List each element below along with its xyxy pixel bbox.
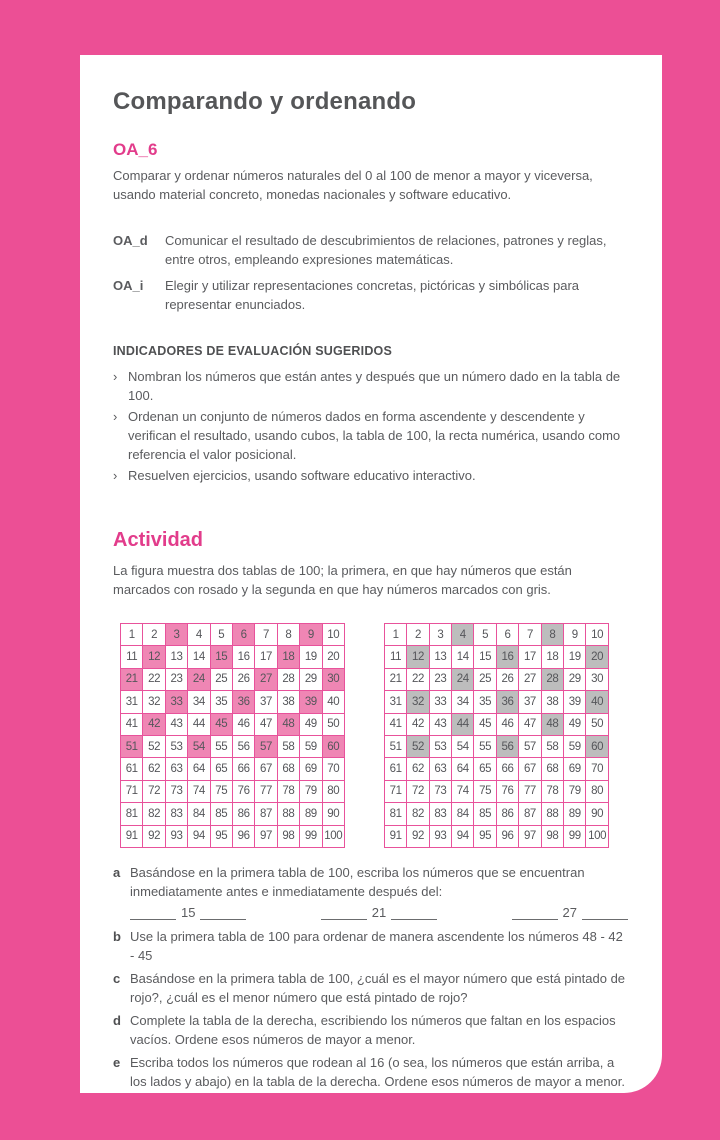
table-cell: 80 [323, 781, 345, 803]
table-cell: 84 [452, 803, 474, 825]
table-cell: 46 [233, 714, 255, 736]
table-cell: 71 [385, 781, 407, 803]
table-cell: 91 [121, 826, 143, 848]
table-cell: 88 [542, 803, 564, 825]
table-cell: 25 [474, 669, 496, 691]
table-cell: 26 [233, 669, 255, 691]
table-cell: 35 [474, 691, 496, 713]
table-cell: 86 [233, 803, 255, 825]
table-cell: 18 [278, 646, 300, 668]
table-cell: 86 [497, 803, 519, 825]
table-cell: 28 [278, 669, 300, 691]
oa6-heading: OA_6 [113, 140, 158, 159]
hundred-table-gray [384, 623, 609, 848]
table-cell: 55 [211, 736, 233, 758]
table-cell: 33 [166, 691, 188, 713]
table-cell: 50 [323, 714, 345, 736]
table-cell: 90 [323, 803, 345, 825]
table-cell: 87 [519, 803, 541, 825]
table-cell: 23 [430, 669, 452, 691]
table-cell: 81 [121, 803, 143, 825]
hundred-tables-row [120, 623, 628, 848]
table-cell: 59 [300, 736, 322, 758]
question-text: Complete la tabla de la derecha, escribiendo los números que faltan en los espacios vacíos. Ordene esos números de mayor a menor. [130, 1012, 616, 1048]
blank-center-number: 27 [562, 904, 577, 920]
table-cell: 53 [166, 736, 188, 758]
table-cell: 61 [385, 758, 407, 780]
table-cell: 74 [188, 781, 210, 803]
table-cell: 17 [255, 646, 277, 668]
table-cell: 36 [497, 691, 519, 713]
table-cell: 77 [255, 781, 277, 803]
table-cell: 32 [407, 691, 429, 713]
table-cell: 1 [385, 624, 407, 646]
chevron-bullet-icon: › [113, 369, 118, 384]
table-cell: 91 [385, 826, 407, 848]
table-cell: 61 [121, 758, 143, 780]
table-cell: 44 [452, 714, 474, 736]
table-cell: 68 [542, 758, 564, 780]
table-cell: 53 [430, 736, 452, 758]
table-cell: 19 [300, 646, 322, 668]
table-cell: 96 [497, 826, 519, 848]
table-cell: 59 [564, 736, 586, 758]
table-cell: 65 [474, 758, 496, 780]
table-cell: 18 [542, 646, 564, 668]
table-cell: 8 [278, 624, 300, 646]
blank-center-number: 21 [371, 904, 387, 920]
table-cell: 33 [430, 691, 452, 713]
table-cell: 62 [407, 758, 429, 780]
table-cell: 94 [188, 826, 210, 848]
question-text: Basándose en la primera tabla de 100, ¿cuál es el mayor número que está pintado de rojo?, ¿cuál es el menor número que está pintado de rojo? [130, 970, 626, 1006]
table-cell: 47 [255, 714, 277, 736]
table-cell: 57 [255, 736, 277, 758]
table-cell: 2 [407, 624, 429, 646]
table-cell: 95 [474, 826, 496, 848]
table-cell: 60 [586, 736, 608, 758]
chevron-bullet-icon: › [113, 468, 118, 483]
table-cell: 99 [300, 826, 322, 848]
table-cell: 52 [143, 736, 165, 758]
oa-item [113, 231, 628, 269]
table-cell: 49 [300, 714, 322, 736]
table-cell: 82 [143, 803, 165, 825]
hundred-table-pink [120, 623, 345, 848]
table-cell: 85 [474, 803, 496, 825]
blank-group [321, 905, 437, 920]
table-cell: 44 [188, 714, 210, 736]
blank-group [130, 905, 246, 920]
table-cell: 82 [407, 803, 429, 825]
table-cell: 50 [586, 714, 608, 736]
table-cell: 30 [586, 669, 608, 691]
table-cell: 30 [323, 669, 345, 691]
table-cell: 73 [430, 781, 452, 803]
oa-item [113, 276, 628, 314]
oa6-description: Comparar y ordenar números naturales del 0 al 100 de menor a mayor y viceversa, usando material concreto, monedas nacionales y software educativo. [113, 168, 593, 202]
question-item-c [113, 969, 628, 1008]
table-cell: 34 [188, 691, 210, 713]
table-cell: 40 [586, 691, 608, 713]
table-cell: 31 [121, 691, 143, 713]
table-cell: 49 [564, 714, 586, 736]
table-cell: 78 [278, 781, 300, 803]
table-cell: 47 [519, 714, 541, 736]
indicator-item [113, 407, 628, 464]
table-cell: 39 [300, 691, 322, 713]
table-cell: 100 [323, 826, 345, 848]
page-title: Comparando y ordenando [113, 88, 417, 115]
table-cell: 5 [211, 624, 233, 646]
table-cell: 39 [564, 691, 586, 713]
answer-blank-line [130, 905, 176, 920]
table-cell: 73 [166, 781, 188, 803]
table-cell: 63 [166, 758, 188, 780]
table-cell: 56 [497, 736, 519, 758]
table-cell: 40 [323, 691, 345, 713]
table-cell: 16 [497, 646, 519, 668]
table-cell: 15 [211, 646, 233, 668]
table-cell: 64 [452, 758, 474, 780]
table-cell: 9 [564, 624, 586, 646]
table-cell: 89 [300, 803, 322, 825]
table-cell: 57 [519, 736, 541, 758]
table-cell: 69 [300, 758, 322, 780]
indicators-heading: INDICADORES DE EVALUACIÓN SUGERIDOS [113, 344, 393, 358]
table-cell: 81 [385, 803, 407, 825]
table-cell: 41 [121, 714, 143, 736]
table-cell: 37 [255, 691, 277, 713]
table-cell: 58 [542, 736, 564, 758]
table-cell: 48 [542, 714, 564, 736]
table-cell: 75 [474, 781, 496, 803]
table-cell: 95 [211, 826, 233, 848]
table-cell: 92 [143, 826, 165, 848]
table-cell: 45 [474, 714, 496, 736]
indicators-section [113, 344, 628, 485]
table-cell: 8 [542, 624, 564, 646]
table-cell: 69 [564, 758, 586, 780]
table-cell: 6 [497, 624, 519, 646]
table-cell: 100 [586, 826, 608, 848]
table-cell: 14 [188, 646, 210, 668]
question-letter: e [113, 1054, 121, 1070]
table-cell: 83 [430, 803, 452, 825]
questions-list [113, 863, 628, 1092]
table-cell: 28 [542, 669, 564, 691]
table-cell: 85 [211, 803, 233, 825]
table-cell: 87 [255, 803, 277, 825]
table-cell: 7 [255, 624, 277, 646]
table-cell: 4 [452, 624, 474, 646]
table-cell: 74 [452, 781, 474, 803]
indicator-item [113, 466, 628, 485]
table-cell: 25 [211, 669, 233, 691]
table-cell: 21 [385, 669, 407, 691]
table-cell: 83 [166, 803, 188, 825]
table-cell: 68 [278, 758, 300, 780]
indicator-text: Resuelven ejercicios, usando software educativo interactivo. [128, 468, 476, 483]
table-cell: 38 [278, 691, 300, 713]
oa-item-label: OA_i [113, 278, 144, 293]
table-cell: 34 [452, 691, 474, 713]
table-cell: 93 [430, 826, 452, 848]
tables-gap [345, 623, 384, 848]
table-cell: 65 [211, 758, 233, 780]
table-cell: 27 [255, 669, 277, 691]
table-cell: 13 [166, 646, 188, 668]
indicator-text: Ordenan un conjunto de números dados en forma ascendente y descendente y verifican el resultado, usando cubos, la tabla de 100, la recta numérica, usando como referencia el valor posicional. [128, 409, 621, 462]
table-cell: 27 [519, 669, 541, 691]
table-cell: 51 [385, 736, 407, 758]
oa-items-block [113, 231, 628, 314]
table-cell: 51 [121, 736, 143, 758]
table-cell: 93 [166, 826, 188, 848]
table-cell: 3 [430, 624, 452, 646]
table-cell: 17 [519, 646, 541, 668]
question-item-a [113, 863, 628, 902]
table-cell: 13 [430, 646, 452, 668]
table-cell: 1 [121, 624, 143, 646]
table-cell: 7 [519, 624, 541, 646]
question-letter: a [113, 864, 121, 880]
oa-item-text: Comunicar el resultado de descubrimientos de relaciones, patrones y reglas, entre otros, empleando expresiones matemáticas. [165, 233, 607, 267]
table-cell: 46 [497, 714, 519, 736]
table-cell: 67 [255, 758, 277, 780]
table-cell: 54 [452, 736, 474, 758]
table-cell: 21 [121, 669, 143, 691]
table-cell: 76 [497, 781, 519, 803]
question-text: Escriba todos los números que rodean al 16 (o sea, los números que están arriba, a los lados y abajo) en la tabla de la derecha. Ordene esos números de mayor a menor. [130, 1054, 626, 1090]
table-cell: 79 [300, 781, 322, 803]
table-cell: 31 [385, 691, 407, 713]
table-cell: 9 [300, 624, 322, 646]
table-cell: 97 [519, 826, 541, 848]
question-letter: d [113, 1012, 121, 1028]
activity-heading: Actividad [113, 529, 204, 551]
question-letter: b [113, 928, 121, 944]
table-cell: 24 [188, 669, 210, 691]
question-item-e [113, 1053, 628, 1092]
table-cell: 90 [586, 803, 608, 825]
table-cell: 23 [166, 669, 188, 691]
table-cell: 10 [586, 624, 608, 646]
table-cell: 98 [278, 826, 300, 848]
table-cell: 29 [300, 669, 322, 691]
table-cell: 89 [564, 803, 586, 825]
table-cell: 92 [407, 826, 429, 848]
answer-blank-line [391, 905, 437, 920]
table-cell: 75 [211, 781, 233, 803]
table-cell: 29 [564, 669, 586, 691]
table-cell: 35 [211, 691, 233, 713]
table-cell: 72 [407, 781, 429, 803]
table-cell: 98 [542, 826, 564, 848]
table-cell: 56 [233, 736, 255, 758]
table-cell: 62 [143, 758, 165, 780]
activity-intro: La figura muestra dos tablas de 100; la primera, en que hay números que están marcados con rosado y la segunda en que hay números marcados con gris. [113, 563, 572, 597]
blank-group [512, 905, 628, 920]
table-cell: 58 [278, 736, 300, 758]
table-cell: 20 [586, 646, 608, 668]
answer-blank-line [200, 905, 246, 920]
table-cell: 37 [519, 691, 541, 713]
table-cell: 60 [323, 736, 345, 758]
answer-blank-line [582, 905, 628, 920]
chevron-bullet-icon: › [113, 409, 118, 424]
table-cell: 43 [166, 714, 188, 736]
table-cell: 3 [166, 624, 188, 646]
table-cell: 11 [121, 646, 143, 668]
table-cell: 22 [143, 669, 165, 691]
answer-blanks-row [130, 905, 628, 920]
table-cell: 78 [542, 781, 564, 803]
table-cell: 71 [121, 781, 143, 803]
table-cell: 99 [564, 826, 586, 848]
answer-blank-line [512, 905, 558, 920]
oa-item-text: Elegir y utilizar representaciones concretas, pictóricas y simbólicas para representar enunciados. [165, 278, 580, 312]
table-cell: 12 [143, 646, 165, 668]
table-cell: 96 [233, 826, 255, 848]
table-cell: 70 [586, 758, 608, 780]
table-cell: 10 [323, 624, 345, 646]
table-cell: 42 [407, 714, 429, 736]
table-cell: 15 [474, 646, 496, 668]
table-cell: 97 [255, 826, 277, 848]
table-cell: 67 [519, 758, 541, 780]
table-cell: 26 [497, 669, 519, 691]
table-cell: 41 [385, 714, 407, 736]
indicator-item [113, 367, 628, 405]
table-cell: 54 [188, 736, 210, 758]
table-cell: 36 [233, 691, 255, 713]
answer-blank-line [321, 905, 367, 920]
table-cell: 43 [430, 714, 452, 736]
table-cell: 19 [564, 646, 586, 668]
table-cell: 88 [278, 803, 300, 825]
table-cell: 79 [564, 781, 586, 803]
question-text: Use la primera tabla de 100 para ordenar de manera ascendente los números 48 - 42 - 45 [130, 928, 623, 964]
table-cell: 2 [143, 624, 165, 646]
table-cell: 48 [278, 714, 300, 736]
question-item-b [113, 927, 628, 966]
table-cell: 70 [323, 758, 345, 780]
table-cell: 6 [233, 624, 255, 646]
table-cell: 38 [542, 691, 564, 713]
table-cell: 64 [188, 758, 210, 780]
question-item-d [113, 1011, 628, 1050]
worksheet-card [80, 55, 662, 1093]
table-cell: 66 [497, 758, 519, 780]
question-letter: c [113, 970, 121, 986]
table-cell: 84 [188, 803, 210, 825]
table-cell: 94 [452, 826, 474, 848]
table-cell: 52 [407, 736, 429, 758]
table-cell: 5 [474, 624, 496, 646]
table-cell: 80 [586, 781, 608, 803]
table-cell: 12 [407, 646, 429, 668]
oa-item-label: OA_d [113, 233, 148, 248]
question-text: Basándose en la primera tabla de 100, escriba los números que se encuentran inmediatamente antes e inmediatamente después del: [130, 864, 585, 900]
table-cell: 11 [385, 646, 407, 668]
table-cell: 42 [143, 714, 165, 736]
table-cell: 22 [407, 669, 429, 691]
indicator-text: Nombran los números que están antes y después que un número dado en la tabla de 100. [128, 369, 621, 403]
table-cell: 45 [211, 714, 233, 736]
table-cell: 76 [233, 781, 255, 803]
table-cell: 55 [474, 736, 496, 758]
table-cell: 32 [143, 691, 165, 713]
table-cell: 72 [143, 781, 165, 803]
blank-center-number: 15 [181, 904, 196, 920]
table-cell: 63 [430, 758, 452, 780]
table-cell: 20 [323, 646, 345, 668]
table-cell: 14 [452, 646, 474, 668]
table-cell: 4 [188, 624, 210, 646]
table-cell: 24 [452, 669, 474, 691]
table-cell: 66 [233, 758, 255, 780]
table-cell: 16 [233, 646, 255, 668]
table-cell: 77 [519, 781, 541, 803]
